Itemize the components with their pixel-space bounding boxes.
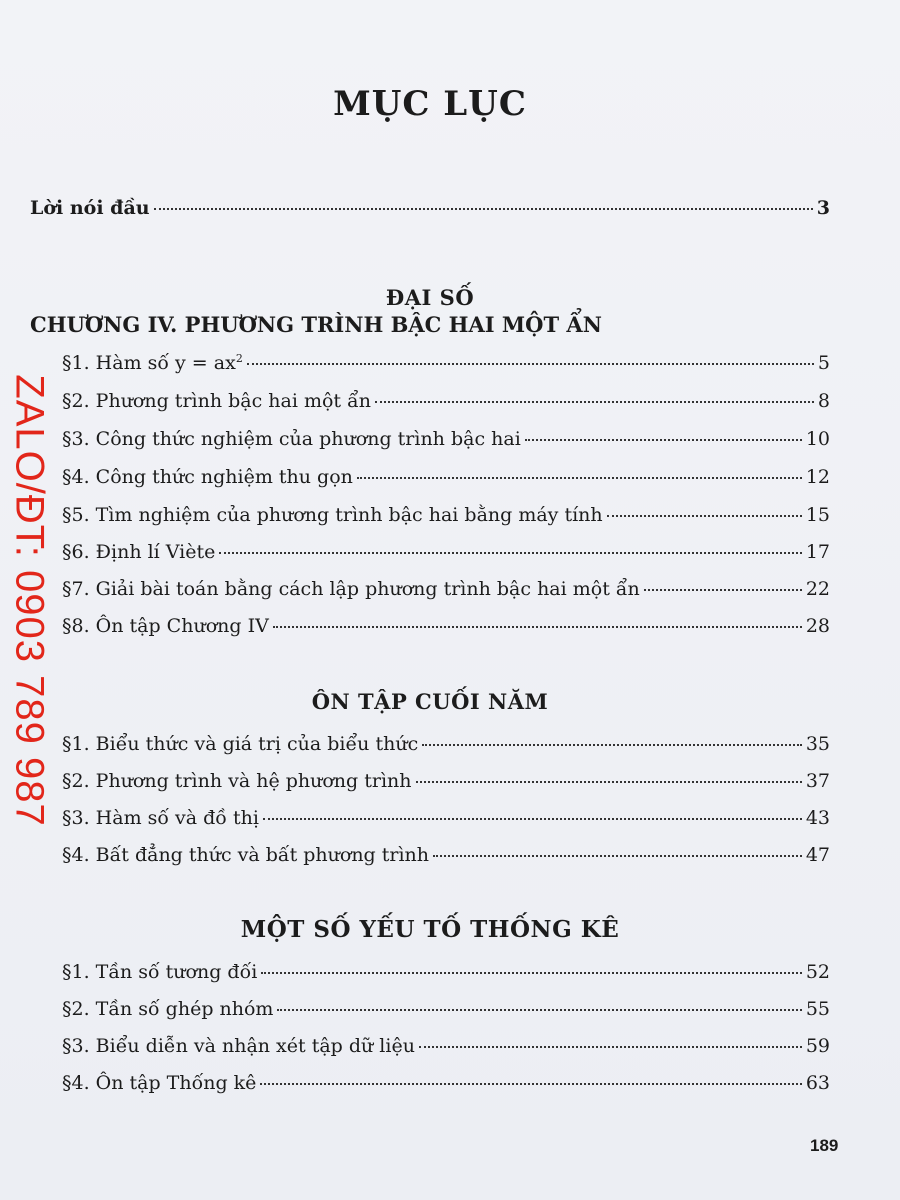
toc-entry-label: §7. Giải bài toán bằng cách lập phương trình bậc hai một ẩn [62,578,640,600]
toc-entry-page: 3 [816,197,830,219]
toc-entry-page: 55 [805,998,830,1020]
toc-entry-page: 15 [805,504,830,526]
dot-leader [154,208,813,210]
toc-entry-label: §8. Ôn tập Chương IV [62,615,269,637]
toc-entry-label: §3. Hàm số và đồ thị [62,807,259,829]
toc-entry-label: §1. Biểu thức và giá trị của biểu thức [62,733,419,755]
dot-leader [422,744,802,746]
toc-entry-label: §4. Công thức nghiệm thu gọn [62,466,353,488]
dot-leader [247,363,814,365]
toc-entry [62,998,830,1020]
toc-entry [62,615,830,637]
dot-leader [644,589,802,591]
toc-entry-page: 52 [805,961,830,983]
dot-leader [277,1009,801,1011]
toc-entry-page: 10 [805,428,830,450]
toc-entry-page: 47 [805,844,830,866]
toc-entry-page: 37 [805,770,830,792]
dot-leader [375,401,814,403]
toc-entry-label: §1. Hàm số $y = ax^2$ [62,352,243,374]
toc-entry [62,1072,830,1094]
toc-entry-page: 35 [805,733,830,755]
watermark-text: ZALO/ĐT: 0903 789 987 [7,373,52,827]
dot-leader [607,515,802,517]
dot-leader [273,626,802,628]
toc-entry-label: §6. Định lí Viète [62,541,216,563]
toc-entry-page: 43 [805,807,830,829]
toc-entry-page: 28 [805,615,830,637]
page-number: 189 [810,1136,839,1155]
dot-leader [416,781,802,783]
toc-entry-label: Lời nói đầu [30,197,150,219]
phone-watermark [4,300,54,900]
chapter-title: CHƯƠNG IV. PHƯƠNG TRÌNH BẬC HAI MỘT ẨN [30,312,602,337]
dot-leader [261,972,802,974]
toc-entry-page: 5 [817,352,830,374]
toc-entry-label: §5. Tìm nghiệm của phương trình bậc hai bằng máy tính [62,504,603,526]
toc-entry-label: §2. Phương trình và hệ phương trình [62,770,412,792]
toc-entry [62,807,830,829]
toc-entry [62,466,830,488]
section-heading-on-tap: ÔN TẬP CUỐI NĂM [311,689,549,714]
toc-entry [62,390,830,412]
toc-entry [62,578,830,600]
dot-leader [263,818,802,820]
dot-leader [419,1046,802,1048]
section-heading-dai-so: ĐẠI SỐ [385,285,475,310]
toc-entry-page: 22 [805,578,830,600]
dot-leader [525,439,802,441]
dot-leader [357,477,802,479]
page-title: MỤC LỤC [333,84,527,124]
toc-entry-label: §3. Công thức nghiệm của phương trình bậc hai [62,428,521,450]
toc-entry-label: §1. Tần số tương đối [62,961,258,983]
toc-entry [62,541,830,563]
toc-entry [62,504,830,526]
toc-entry [62,961,830,983]
toc-entry-preface [30,197,830,219]
toc-entry-page: 63 [805,1072,830,1094]
dot-leader [433,855,802,857]
toc-entry-page: 12 [805,466,830,488]
toc-entry-label: §2. Tần số ghép nhóm [62,998,274,1020]
toc-entry [62,428,830,450]
toc-entry-page: 17 [805,541,830,563]
toc-entry-label: §2. Phương trình bậc hai một ẩn [62,390,371,412]
toc-entry [62,844,830,866]
toc-entry-label: §3. Biểu diễn và nhận xét tập dữ liệu [62,1035,415,1057]
toc-entry [62,770,830,792]
toc-entry [62,733,830,755]
section-heading-thong-ke: MỘT SỐ YẾU TỐ THỐNG KÊ [240,916,620,943]
dot-leader [219,552,801,554]
dot-leader [260,1083,801,1085]
toc-entry-label: §4. Bất đẳng thức và bất phương trình [62,844,430,866]
toc-entry [62,352,830,374]
toc-entry [62,1035,830,1057]
toc-entry-label: §4. Ôn tập Thống kê [62,1072,257,1094]
toc-entry-page: 59 [805,1035,830,1057]
toc-entry-page: 8 [817,390,830,412]
